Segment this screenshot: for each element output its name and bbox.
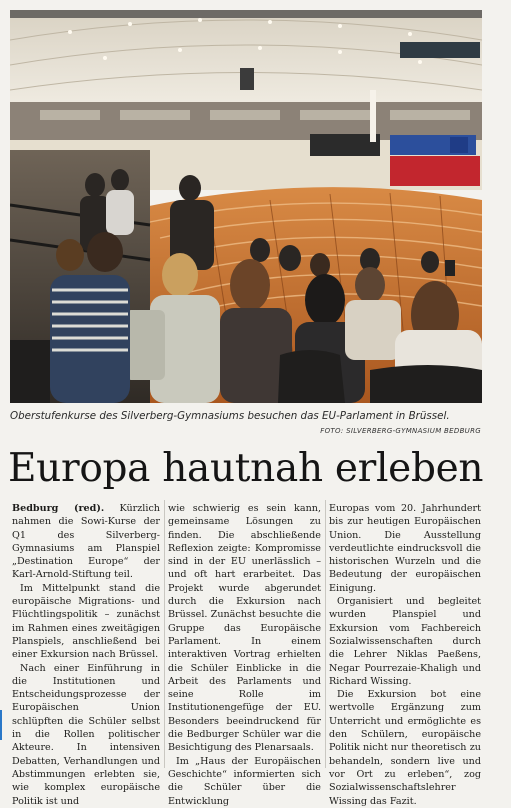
column-divider: [325, 500, 326, 768]
article-paragraph: Nach einer Einführung in die Institutionen und Entscheidungsprozesse der Europäischen Union schlüpften die Schüler selbst in die Rollen politischer Akteure. In intensiven Debatten, Verhandlungen und Abstimmungen erlebten sie, wie komplex europäische Politik ist und: [12, 662, 160, 807]
article-paragraph: Europas vom 20. Jahrhundert bis zur heutigen Europäischen Union. Die Ausstellung verdeutlichte eindrucksvoll die historischen Wurzeln und die Bedeutung der europäischen Einigung.: [329, 503, 481, 594]
column-divider: [164, 500, 165, 768]
article-paragraph: Die Exkursion bot eine wertvolle Ergänzung zum Unterricht und ermöglichte es den Schülern, europäische Politik nicht nur theoretisch zu behandeln, sondern live und vor Ort zu erleben“, zog Sozialwissenschaftslehrer Wissing das Fazit.: [329, 689, 481, 807]
article-dateline: Bedburg (red).: [12, 503, 105, 514]
article-paragraph: Organisiert und begleitet wurden Planspiel und Exkursion vom Fachbereich Sozialwissenschaften durch die Lehrer Niklas Paeßens, Negar Pourrezaie-Khaligh und Richard Wissing.: [329, 596, 481, 687]
page-edge-marker: [0, 710, 2, 740]
article-paragraph: Bedburg (red). Kürzlich nahmen die Sowi-Kurse der Q1 des Silverberg-Gymnasiums am Planspiel „Destination Europe“ der Karl-Arnold-Stiftung teil.: [12, 503, 160, 581]
article-photo: [10, 10, 482, 403]
article-paragraph: Im „Haus der Europäischen Geschichte“ informierten sich die Schüler über die Entwicklung: [168, 755, 321, 807]
article-column-2: [168, 502, 321, 808]
photo-eu-parliament-plenary: [10, 10, 482, 403]
article-headline: Europa hautnah erleben: [8, 446, 484, 491]
article-paragraph: Im Mittelpunkt stand die europäische Migrations- und Flüchtlingspolitik – zunächst im Rahmen eines zweitägigen Planspiels, anschließend bei einer Exkursion nach Brüssel.: [12, 582, 160, 661]
article-column-1: [12, 502, 160, 808]
photo-caption: Oberstufenkurse des Silverberg-Gymnasiums besuchen das EU-Parlament in Brüssel.: [10, 410, 450, 422]
article-column-3: [329, 502, 481, 808]
article-paragraph: wie schwierig es sein kann, gemeinsame Lösungen zu finden. Die abschließende Reflexion zeigte: Kompromisse sind in der EU unerlässlich – und oft hart erarbeitet. Das Projekt wurde abgerundet durch die Exkursion nach Brüssel. Zunächst besuchte die Gruppe das Europäische Parlament. In einem interaktiven Vortrag erhielten die Schüler Einblicke in die Arbeit des Parlaments und seine Rolle im Institutionengefüge der EU. Besonders beeindruckend für die Bedburger Schüler war die Besichtigung des Plenarsaals.: [168, 503, 321, 754]
photo-credit: FOTO: SILVERBERG-GYMNASIUM BEDBURG: [320, 427, 481, 435]
